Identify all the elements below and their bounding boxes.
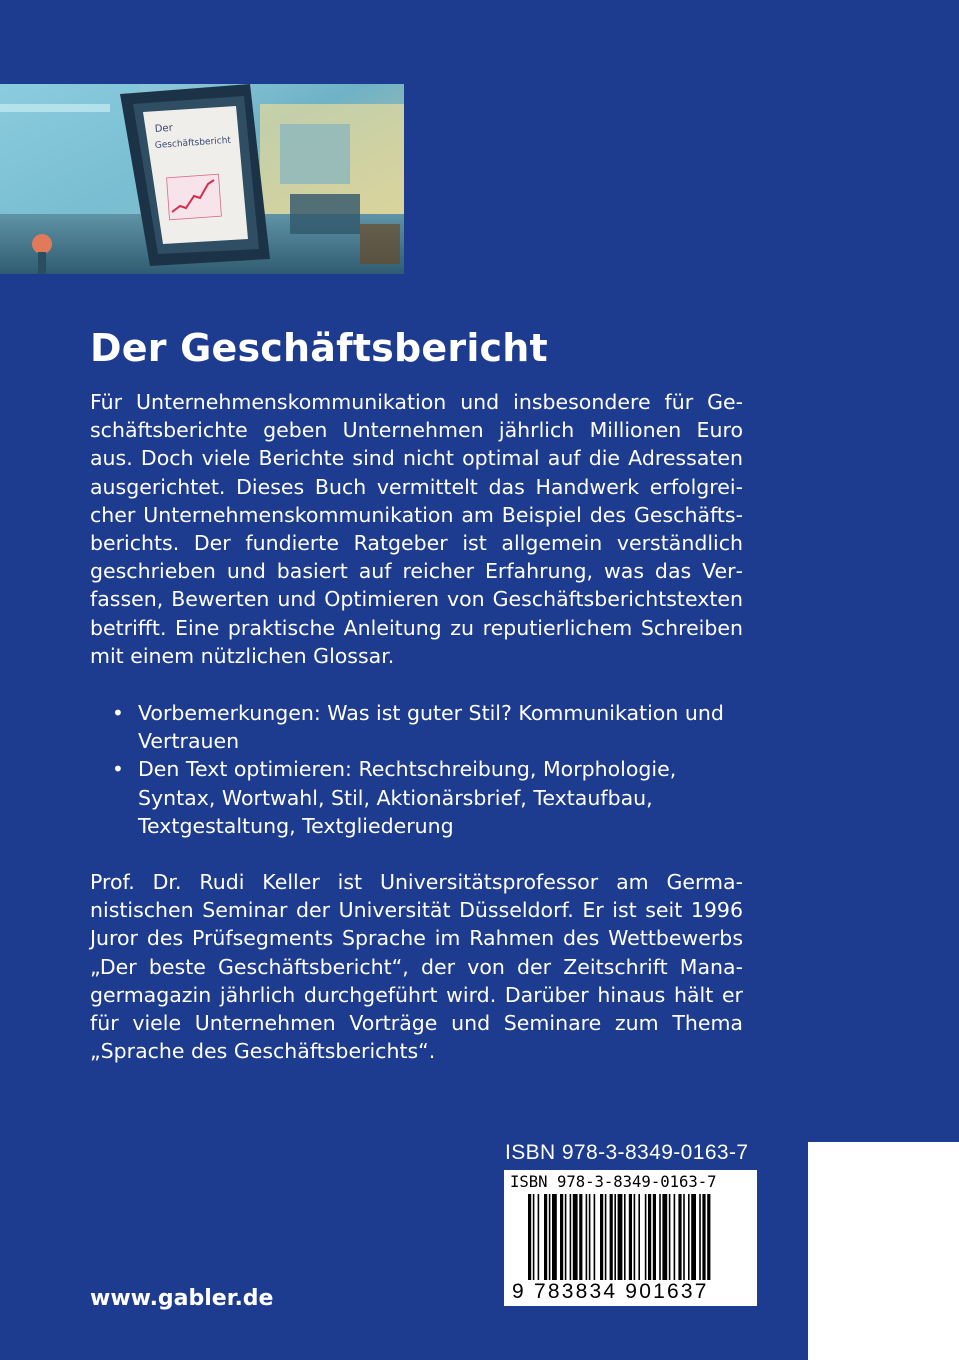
barcode-bar xyxy=(699,1194,701,1282)
office-monitor-illustration xyxy=(0,84,404,274)
book-description: Für Unternehmenskommunikation und insbesondere für Geschäftsberichte geben Unternehmen jährlich Millionen Euro aus. Doch viele Berichte sind nicht optimal auf die Adressaten ausgerichtet. Dieses Buch vermittelt das Handwerk erfolgreicher Unternehmenskommunikation am Beispiel des Geschäftsberichts. Der fundierte Ratgeber ist allgemein verständlich geschrieben und basiert auf reicher Erfahrung, was das Verfassen, Bewerten und Optimieren von Geschäftsberichtstexten betrifft. Eine praktische Anleitung zu reputierlichem Schreiben mit einem nützlichen Glossar. xyxy=(90,390,743,668)
barcode-bar xyxy=(610,1194,613,1282)
barcode-bar xyxy=(624,1194,626,1294)
bullet-icon: • xyxy=(112,701,124,725)
barcode-bar xyxy=(629,1194,632,1282)
list-item xyxy=(112,699,752,755)
ean-digits xyxy=(504,1280,757,1304)
barcode-bar xyxy=(662,1194,667,1282)
barcode-bar xyxy=(638,1194,640,1282)
barcode-bar xyxy=(683,1194,685,1282)
barcode-bar xyxy=(579,1194,582,1282)
barcode-bar xyxy=(674,1194,676,1282)
barcode-bar xyxy=(565,1194,567,1282)
barcode-bar xyxy=(702,1194,705,1282)
barcode-bar xyxy=(678,1194,681,1282)
barcode-bar xyxy=(570,1194,572,1282)
author-bio: Prof. Dr. Rudi Keller ist Universitätsprofessor am Germanistischen Seminar der Universität Düsseldorf. Er ist seit 1996 Juror des Prüfsegments Sprache im Rahmen des Wettbewerbs „Der beste Geschäftsbericht“, der von der Zeitschrift Managermagazin jährlich durchgeführt wird. Darüber hinaus hält er für viele Unternehmen Vorträge und Seminare zum Thema „Sprache des Geschäftsberichts“. xyxy=(90,870,743,1064)
list-item-text: Vorbemerkungen: Was ist guter Stil? Kommunikation und Vertrauen xyxy=(138,701,724,754)
barcode-bar xyxy=(634,1194,636,1282)
barcode-bar xyxy=(594,1194,596,1282)
bullet-icon: • xyxy=(112,757,124,782)
cover-photo xyxy=(0,84,404,274)
barcode-bar xyxy=(560,1194,563,1282)
barcode-bar xyxy=(659,1194,661,1282)
barcode-bar xyxy=(669,1194,671,1282)
barcode-bar xyxy=(648,1194,651,1282)
barcode-bar xyxy=(528,1194,531,1294)
barcode-bar xyxy=(645,1194,647,1282)
website-link[interactable]: www.gabler.de xyxy=(90,1286,274,1311)
barcode-bar xyxy=(573,1194,578,1282)
contents-list xyxy=(112,699,752,840)
barcode-bar xyxy=(533,1194,535,1294)
price-label-area xyxy=(808,1142,959,1360)
barcode-bar xyxy=(586,1194,588,1282)
barcode-bar xyxy=(691,1194,696,1282)
barcode-bar xyxy=(653,1194,656,1282)
isbn-label: ISBN 978-3-8349-0163-7 xyxy=(505,1141,749,1164)
book-title: Der Geschäftsbericht xyxy=(90,326,548,370)
list-item-text: Den Text optimieren: Rechtschreibung, Morphologie, Syntax, Wortwahl, Stil, Aktionärsbrief, Textaufbau, Textgestaltung, Textgliederung xyxy=(138,757,677,838)
barcode-bar xyxy=(707,1194,710,1282)
barcode-isbn-text: ISBN 978-3-8349-0163-7 xyxy=(510,1173,717,1191)
barcode-bar xyxy=(688,1194,690,1282)
barcode-bar xyxy=(538,1194,540,1282)
barcode-bar xyxy=(600,1194,603,1282)
ean-digit-groups: 783834 901637 xyxy=(534,1280,709,1303)
barcode-bar xyxy=(605,1194,607,1282)
screen-text-der: Der xyxy=(154,122,174,135)
screen-text-title: Geschäftsbericht xyxy=(154,135,232,151)
barcode-bar xyxy=(589,1194,591,1282)
barcode-bar xyxy=(552,1194,557,1282)
barcode-bar xyxy=(618,1194,623,1294)
barcode-bar xyxy=(544,1194,547,1282)
barcode xyxy=(504,1170,757,1306)
ean-first-digit: 9 xyxy=(512,1280,526,1303)
barcode-bar xyxy=(549,1194,551,1282)
barcode-bar xyxy=(614,1194,616,1282)
list-item xyxy=(112,755,752,840)
